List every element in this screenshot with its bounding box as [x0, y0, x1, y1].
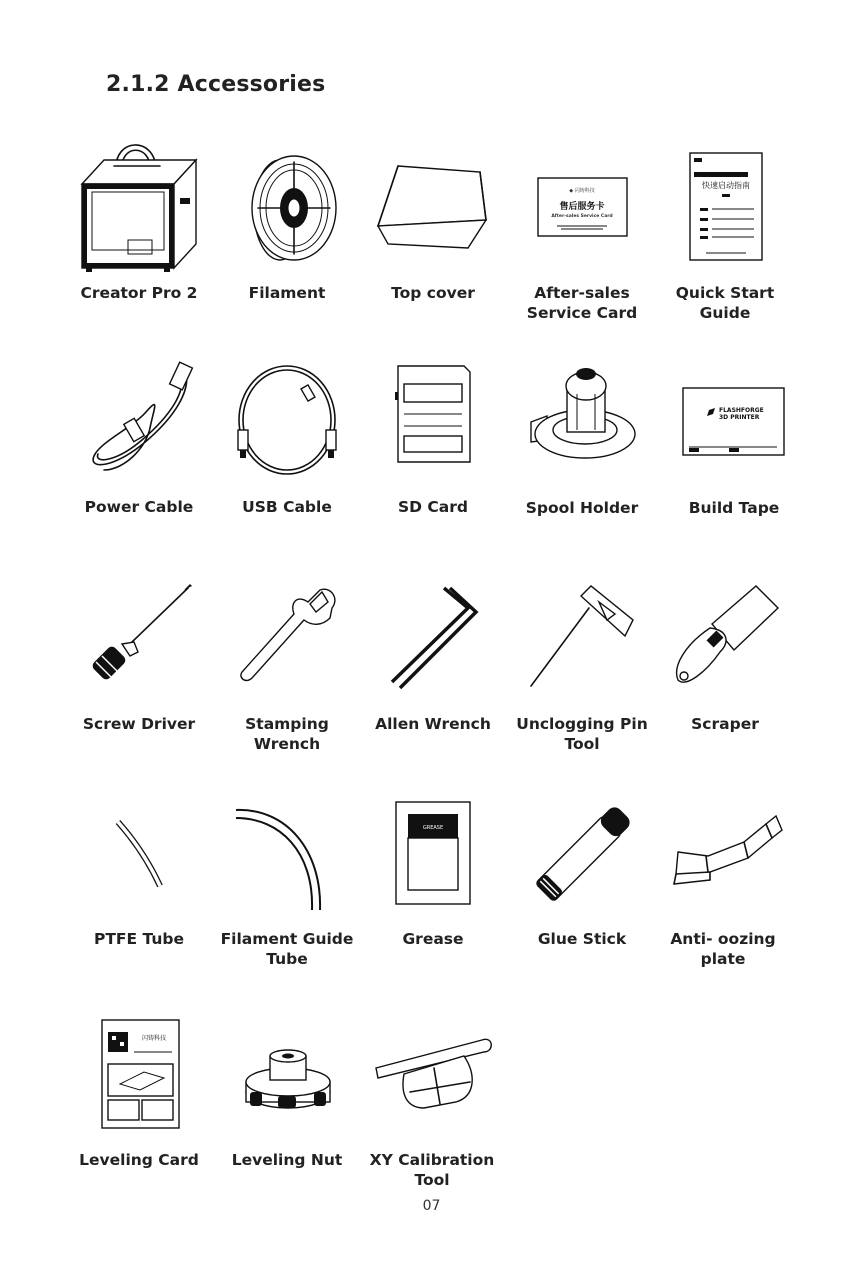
filament-guide-tube-icon: [212, 800, 362, 920]
item-label: Anti- oozing plate: [670, 930, 776, 968]
item-label: SD Card: [398, 498, 468, 516]
accessory-allen-wrench: [358, 580, 508, 760]
item-label: Quick Start Guide: [675, 284, 775, 322]
spool-holder-icon: [507, 358, 657, 488]
item-label: Filament: [248, 284, 326, 302]
accessory-ptfe-tube: [64, 800, 214, 980]
item-label: Leveling Nut: [231, 1151, 343, 1169]
accessory-filament-guide-tube: [212, 800, 362, 980]
item-label: Allen Wrench: [375, 715, 491, 733]
card-brand: 闪铸科技: [141, 1035, 167, 1042]
accessory-grease: [358, 800, 508, 980]
item-label: PTFE Tube: [93, 930, 185, 948]
top-cover-icon: [358, 140, 508, 275]
accessory-xy-calibration-tool: [352, 1016, 512, 1189]
item-label: Screw Driver: [82, 715, 196, 733]
item-label: Top cover: [391, 284, 475, 302]
svg-text:◆ 闪铸科技: ◆ 闪铸科技: [569, 188, 595, 194]
accessory-usb-cable: [212, 358, 362, 528]
item-label: Leveling Card: [79, 1151, 199, 1169]
accessory-sd-card: [358, 358, 508, 528]
accessory-spool-holder: [507, 358, 657, 528]
item-label: Build Tape: [688, 499, 780, 517]
accessory-screw-driver: [64, 580, 214, 760]
item-label: Unclogging Pin Tool: [516, 715, 648, 753]
accessory-filament: [212, 140, 362, 320]
anti-oozing-plate-icon: [648, 800, 798, 920]
accessory-quick-start-guide: [650, 140, 800, 330]
accessory-unclogging-pin: [507, 580, 657, 760]
xy-calibration-tool-icon: [352, 1016, 512, 1146]
item-label: Glue Stick: [537, 930, 627, 948]
grease-text: GREASE: [422, 825, 444, 831]
item-label: Grease: [402, 930, 464, 948]
accessory-leveling-card: [64, 1016, 214, 1186]
accessory-leveling-nut: [212, 1016, 362, 1186]
unclogging-pin-icon: [507, 580, 657, 710]
item-label: Creator Pro 2: [80, 284, 198, 302]
leveling-nut-icon: [212, 1016, 362, 1146]
screwdriver-icon: [64, 580, 214, 710]
item-label: Filament Guide Tube: [220, 930, 354, 968]
usb-cable-icon: [212, 358, 362, 488]
accessory-power-cable: [64, 358, 214, 528]
page-number: 07: [422, 1198, 441, 1214]
accessory-top-cover: [358, 140, 508, 320]
allen-wrench-icon: [358, 580, 508, 710]
tape-brand: FLASHFORGE: [719, 407, 764, 414]
service-card-icon: [507, 140, 657, 275]
item-label: USB Cable: [242, 498, 332, 516]
item-label: Scraper: [691, 715, 759, 733]
accessory-glue-stick: [507, 800, 657, 980]
grease-icon: [358, 800, 508, 920]
glue-stick-icon: [507, 800, 657, 920]
sd-card-icon: [358, 358, 508, 488]
accessory-creator-pro-2: [64, 140, 214, 320]
item-label: XY Calibration Tool: [369, 1151, 495, 1189]
accessory-build-tape: [659, 358, 809, 528]
tape-product: 3D PRINTER: [719, 414, 760, 421]
item-label: Spool Holder: [525, 499, 639, 517]
accessory-anti-oozing-plate: [648, 800, 798, 990]
filament-spool-icon: [212, 140, 362, 275]
item-label: Power Cable: [84, 498, 194, 516]
card-subtitle: After-sales Service Card: [551, 214, 613, 219]
card-title: 售后服务卡: [559, 202, 605, 212]
item-label: Stamping Wrench: [245, 715, 329, 753]
3d-printer-icon: [64, 140, 214, 275]
scraper-icon: [650, 580, 800, 710]
accessory-scraper: [650, 580, 800, 760]
power-cable-icon: [64, 358, 214, 488]
accessory-after-sales-card: [507, 140, 657, 330]
item-label: After-sales Service Card: [526, 284, 638, 322]
build-tape-icon: [659, 358, 809, 488]
accessory-stamping-wrench: [212, 580, 362, 760]
section-title: 2.1.2 Accessories: [106, 72, 326, 97]
leveling-card-icon: [64, 1016, 214, 1146]
quick-start-guide-icon: [650, 140, 800, 275]
ptfe-tube-icon: [64, 800, 214, 920]
wrench-icon: [212, 580, 362, 710]
guide-title: 快速启动指南: [702, 181, 750, 190]
